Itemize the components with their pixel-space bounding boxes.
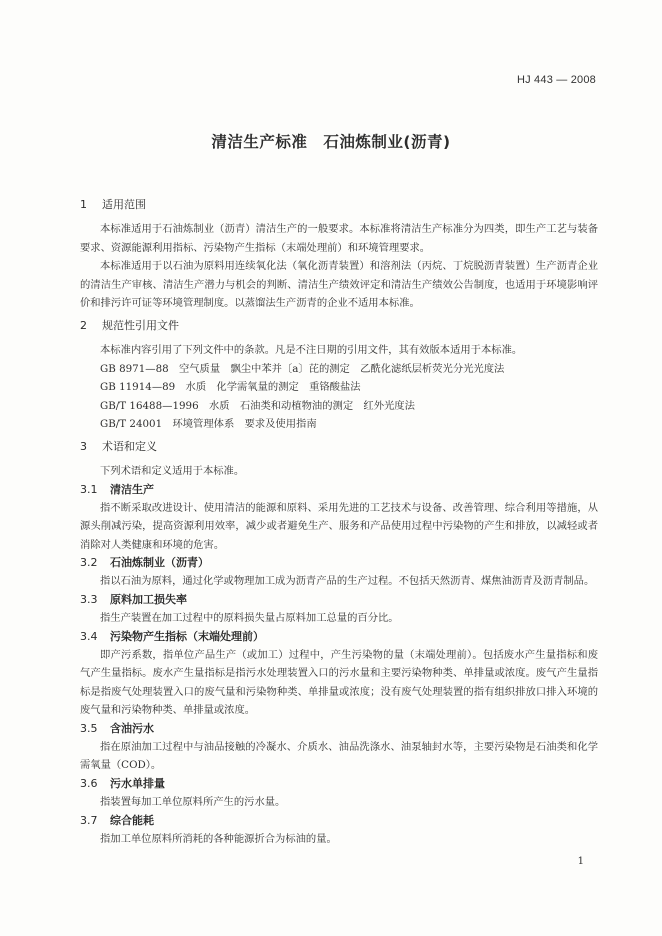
term-definition: 指加工单位原料所消耗的各种能源折合为标油的量。	[100, 832, 337, 845]
term-title: 原料加工损失率	[110, 592, 187, 606]
term-number: 3.1	[80, 482, 98, 496]
term-number: 3.5	[80, 721, 98, 735]
standard-code: HJ 443 — 2008	[516, 74, 596, 86]
section-title: 适用范围	[102, 198, 146, 211]
term-heading	[80, 720, 598, 738]
term-heading	[80, 554, 598, 572]
term-title: 清洁生产	[110, 482, 154, 496]
term-title: 含油污水	[110, 721, 154, 735]
paragraph: 下列术语和定义适用于本标准。	[100, 464, 245, 477]
section-heading	[80, 196, 598, 214]
reference-item: GB/T 16488—1996 水质 石油类和动植物油的测定 红外光度法	[100, 399, 415, 412]
term-number: 3.3	[80, 592, 98, 606]
section-heading	[80, 317, 598, 335]
term-heading	[80, 775, 598, 793]
term-number: 3.2	[80, 556, 98, 570]
reference-item: GB 8971—88 空气质量 飘尘中苯并〔a〕芘的测定 乙酰化滤纸层析荧光分光光度法	[100, 362, 505, 375]
reference-item: GB/T 24001 环境管理体系 要求及使用指南	[100, 418, 317, 431]
term-title: 污水单排量	[110, 777, 165, 791]
term-definition: 即产污系数，指单位产品生产（或加工）过程中，产生污染物的量（末端处理前）。包括废水产生量指标和废气产生量指标。废水产生量指标是指污水处理装置入口的污水量和主要污染物种类、单排量或浓度。废气产生量指标是指废气处理装置入口的废气量和污染物种类、单排量或浓度；没有废气处理装置的指有组织排放口排入环境的废气量和污染物种类、单排量或浓度。	[80, 648, 598, 717]
section-number: 1	[80, 198, 87, 211]
term-heading	[80, 591, 598, 609]
document-body	[80, 196, 598, 848]
section-heading	[80, 438, 598, 456]
term-definition: 指装置每加工单位原料所产生的污水量。	[100, 796, 286, 809]
term-definition: 指生产装置在加工过程中的原料损失量占原料加工总量的百分比。	[100, 611, 399, 624]
paragraph: 本标准适用于石油炼制业（沥青）清洁生产的一般要求。本标准将清洁生产标准分为四类，即生产工艺与装备要求、资源能源利用指标、污染物产生指标（末端处理前）和环境管理要求。	[80, 223, 598, 254]
term-heading	[80, 812, 598, 830]
page-number: 1	[577, 856, 584, 867]
paragraph: 本标准适用于以石油为原料用连续氧化法（氧化沥青装置）和溶剂法（丙烷、丁烷脱沥青装置）生产沥青企业的清洁生产审核、清洁生产潜力与机会的判断、清洁生产绩效评定和清洁生产绩效公告制度，也适用于环境影响评价和排污许可证等环境管理制度。以蒸馏法生产沥青的企业不适用本标准。	[80, 260, 598, 310]
term-title: 污染物产生指标（末端处理前）	[110, 629, 264, 643]
term-heading	[80, 481, 598, 499]
term-definition: 指以石油为原料，通过化学或物理加工成为沥青产品的生产过程。不包括天然沥青、煤焦油沥青及沥青制品。	[100, 575, 595, 588]
term-definition: 指在原油加工过程中与油品接触的冷凝水、介质水、油品洗涤水、油泵轴封水等，主要污染物是石油类和化学需氧量（COD）。	[80, 740, 598, 772]
document-title: 清洁生产标准 石油炼制业(沥青)	[211, 133, 451, 151]
section-title: 术语和定义	[102, 439, 157, 453]
term-number: 3.4	[80, 629, 98, 643]
term-heading	[80, 628, 598, 646]
term-title: 石油炼制业（沥青）	[110, 556, 209, 570]
term-number: 3.6	[80, 777, 98, 791]
term-title: 综合能耗	[110, 813, 154, 827]
term-number: 3.7	[80, 813, 98, 827]
term-definition: 指不断采取改进设计、使用清洁的能源和原料、采用先进的工艺技术与设备、改善管理、综合利用等措施，从源头削减污染，提高资源利用效率，减少或者避免生产、服务和产品使用过程中污染物的产生和排放，以减轻或者消除对人类健康和环境的危害。	[80, 501, 598, 551]
section-number: 2	[80, 318, 87, 332]
section-number: 3	[80, 439, 87, 453]
reference-item: GB 11914—89 水质 化学需氧量的测定 重铬酸盐法	[100, 381, 361, 394]
section-title: 规范性引用文件	[102, 318, 179, 332]
paragraph: 本标准内容引用了下列文件中的条款。凡是不注日期的引用文件，其有效版本适用于本标准。	[100, 343, 523, 356]
